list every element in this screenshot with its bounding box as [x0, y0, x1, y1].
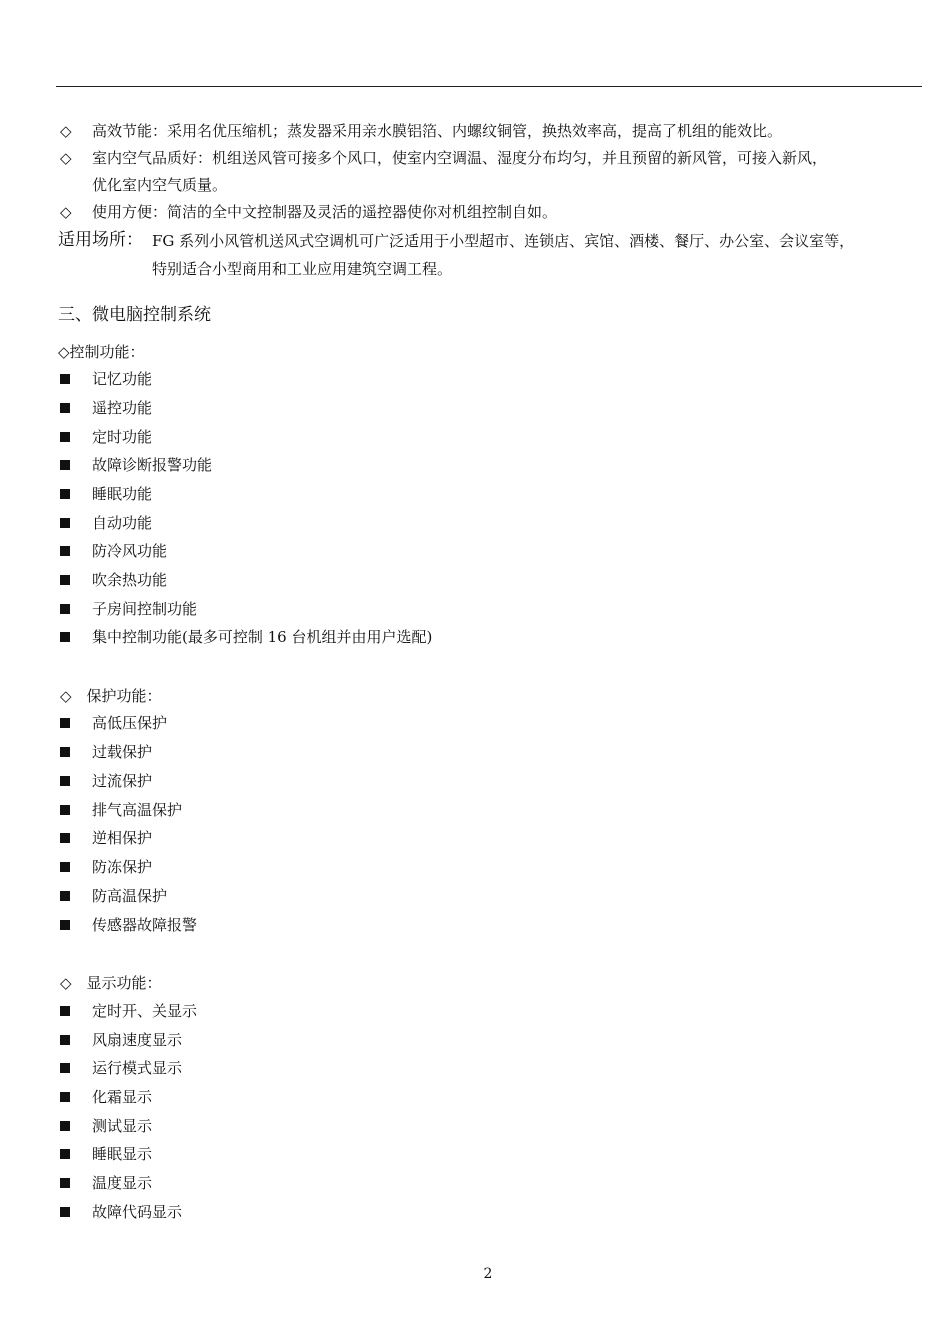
group-heading: ◇ 保护功能： — [60, 687, 162, 705]
square-bullet-icon — [60, 776, 70, 786]
square-bullet-icon — [60, 518, 70, 528]
header-rule — [56, 86, 922, 87]
square-bullet-icon — [60, 489, 70, 499]
square-bullet-icon — [60, 747, 70, 757]
square-bullet-icon — [60, 862, 70, 872]
list-item: 子房间控制功能 — [92, 600, 198, 618]
list-item: 逆相保护 — [92, 829, 153, 847]
list-item: 故障代码显示 — [92, 1203, 183, 1221]
square-bullet-icon — [60, 1035, 70, 1045]
square-bullet-icon — [60, 1092, 70, 1102]
square-bullet-icon — [60, 1178, 70, 1188]
feature-text-continued: 优化室内空气质量。 — [92, 176, 228, 194]
list-item: 自动功能 — [92, 514, 153, 532]
list-item: 运行模式显示 — [92, 1059, 183, 1077]
square-bullet-icon — [60, 632, 70, 642]
square-bullet-icon — [60, 1063, 70, 1073]
feature-text: 使用方便：简洁的全中文控制器及灵活的遥控器使你对机组控制自如。 — [92, 203, 558, 221]
application-text-continued: 特别适合小型商用和工业应用建筑空调工程。 — [152, 260, 453, 278]
list-item: 排气高温保护 — [92, 801, 183, 819]
feature-text: 高效节能：采用名优压缩机；蒸发器采用亲水膜铝箔、内螺纹铜管，换热效率高，提高了机组的能效比。 — [92, 122, 783, 140]
diamond-bullet-icon: ◇ — [60, 122, 72, 140]
list-item: 睡眠显示 — [92, 1145, 153, 1163]
list-item: 防冻保护 — [92, 858, 153, 876]
list-item: 风扇速度显示 — [92, 1031, 183, 1049]
square-bullet-icon — [60, 1006, 70, 1016]
list-item: 化霜显示 — [92, 1088, 153, 1106]
page-number: 2 — [483, 1266, 493, 1282]
diamond-bullet-icon: ◇ — [60, 149, 72, 167]
square-bullet-icon — [60, 1149, 70, 1159]
square-bullet-icon — [60, 604, 70, 614]
list-item: 故障诊断报警功能 — [92, 456, 213, 474]
square-bullet-icon — [60, 575, 70, 585]
list-item: 传感器故障报警 — [92, 916, 198, 934]
list-item: 睡眠功能 — [92, 485, 153, 503]
square-bullet-icon — [60, 403, 70, 413]
feature-text: 室内空气品质好：机组送风管可接多个风口，使室内空调温、湿度分布均匀，并且预留的新风管，可接入新风， — [92, 149, 828, 167]
list-item: 防冷风功能 — [92, 542, 168, 560]
application-text: FG 系列小风管机送风式空调机可广泛适用于小型超市、连锁店、宾馆、酒楼、餐厅、办公室、会议室等， — [152, 232, 855, 250]
square-bullet-icon — [60, 891, 70, 901]
list-item: 高低压保护 — [92, 714, 168, 732]
square-bullet-icon — [60, 920, 70, 930]
group-heading: ◇ 显示功能： — [60, 974, 162, 992]
square-bullet-icon — [60, 546, 70, 556]
diamond-bullet-icon: ◇ — [60, 203, 72, 221]
list-item: 集中控制功能(最多可控制 16 台机组并由用户选配) — [92, 628, 433, 646]
list-item: 定时开、关显示 — [92, 1002, 198, 1020]
square-bullet-icon — [60, 833, 70, 843]
square-bullet-icon — [60, 460, 70, 470]
list-item: 测试显示 — [92, 1117, 153, 1135]
application-label: 适用场所： — [58, 230, 143, 250]
section-title: 三、微电脑控制系统 — [58, 305, 211, 325]
square-bullet-icon — [60, 374, 70, 384]
list-item: 定时功能 — [92, 428, 153, 446]
square-bullet-icon — [60, 432, 70, 442]
list-item: 防高温保护 — [92, 887, 168, 905]
list-item: 记忆功能 — [92, 370, 153, 388]
square-bullet-icon — [60, 1121, 70, 1131]
square-bullet-icon — [60, 718, 70, 728]
list-item: 过载保护 — [92, 743, 153, 761]
list-item: 吹余热功能 — [92, 571, 168, 589]
list-item: 遥控功能 — [92, 399, 153, 417]
group-heading: ◇控制功能： — [58, 343, 145, 361]
list-item: 温度显示 — [92, 1174, 153, 1192]
square-bullet-icon — [60, 805, 70, 815]
list-item: 过流保护 — [92, 772, 153, 790]
square-bullet-icon — [60, 1207, 70, 1217]
